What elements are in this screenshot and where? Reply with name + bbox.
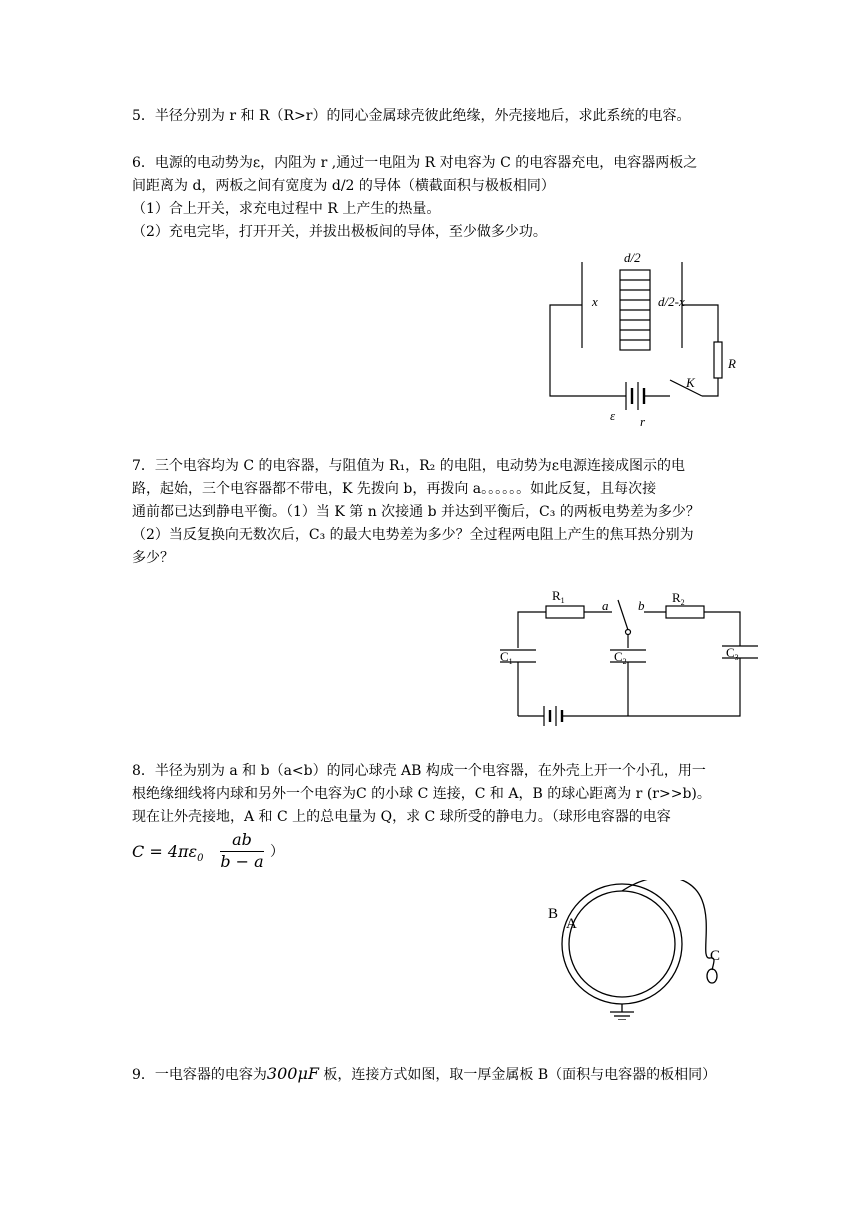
resistor-R2 (666, 606, 704, 618)
formula-denominator: b − a (220, 852, 264, 871)
problem-9-suffix: 板，连接方式如图，取一厚金属板 B（面积与电容器的板相同） (318, 1067, 717, 1083)
problem-8-line-1: 8．半径为别为 a 和 b（a<b）的同心球壳 AB 构成一个电容器，在外壳上开一个小孔，用一 (132, 763, 706, 779)
label-R1: $R_1$ (552, 588, 565, 605)
label-R2: $R_2$ (672, 590, 685, 607)
problem-7-line-5: 多少？ (132, 550, 174, 566)
label-d-half: d/2 (624, 250, 641, 265)
problem-9-line-1 (132, 1064, 716, 1085)
formula-numerator: ab (232, 830, 252, 849)
problem-6-line-2: 间距离为 d，两板之间有宽度为 d/2 的导体（横截面积与极板相同） (132, 178, 555, 194)
label-K: K (686, 375, 695, 390)
switch-pivot (626, 630, 631, 635)
small-sphere-C (707, 969, 717, 983)
problem-9-prefix: 9．一电容器的电容为 (132, 1067, 267, 1083)
problem-6-line-1: 6．电源的电动势为ε，内阻为 r ,通过一电阻为 R 对电容为 C 的电容器充电，电容器两板之 (132, 155, 698, 171)
figure-6-capacitor-circuit (540, 248, 750, 433)
label-x: x (592, 294, 598, 309)
label-B: B (548, 906, 559, 922)
label-b: b (638, 598, 645, 613)
problem-8-line-2: 根绝缘细线将内球和另外一个电容为C 的小球 C 连接，C 和 A，B 的球心距离为 r (r>>b)。 (132, 786, 711, 802)
resistor-R1 (546, 606, 584, 618)
figure-8-concentric-spheres (530, 880, 760, 1020)
label-a: a (602, 598, 609, 613)
switch-K (618, 600, 628, 630)
label-A: A (566, 916, 577, 932)
inner-sphere-A (569, 891, 675, 997)
problem-7-line-4: （2）当反复换向无数次后，C₃ 的最大电势差为多少？全过程两电阻上产生的焦耳热分别为 (132, 527, 694, 543)
problem-7-line-3: 通前都已达到静电平衡。（1）当 K 第 n 次接通 b 并达到平衡后，C₃ 的两板电势差为多少？ (132, 504, 700, 520)
label-R: R (728, 356, 736, 371)
label-C: C (710, 948, 721, 964)
label-d-half-minus-x: d/2-x (658, 294, 685, 309)
formula-lhs: $C = 4\pi\varepsilon_0$ (132, 842, 204, 865)
capacitance-value: 300μF (266, 1064, 319, 1083)
problem-6-line-3: （1）合上开关，求充电过程中 R 上产生的热量。 (132, 201, 441, 217)
formula-close: ） (270, 844, 284, 860)
problem-7-line-2: 路，起始，三个电容器都不带电，K 先拨向 b，再拨向 a。。。。。。如此反复，且每次接 (132, 481, 657, 497)
problem-7-line-1: 7．三个电容均为 C 的电容器，与阻值为 R₁，R₂ 的电阻，电动势为ε电源连接成图示的电 (132, 458, 685, 474)
problem-5-text: 5．半径分别为 r 和 R（R>r）的同心金属球壳彼此绝缘，外壳接地后，求此系统的电容。 (132, 108, 691, 124)
problem-8-line-3: 现在让外壳接地，A 和 C 上的总电量为 Q，求 C 球所受的静电力。（球形电容器的电容 (132, 809, 671, 825)
figure-7-three-capacitor-circuit (494, 586, 764, 726)
label-C2: $C_2$ (614, 649, 627, 666)
label-C1: $C_1$ (500, 649, 513, 666)
problem-6-line-4: （2）充电完毕，打开开关，并拔出极板间的导体，至少做多少功。 (132, 224, 547, 240)
resistor-R (714, 342, 722, 378)
outer-shell-B (562, 884, 682, 1004)
label-epsilon: ε (610, 408, 616, 423)
label-C3: $C_3$ (726, 645, 739, 662)
label-r: r (640, 414, 646, 429)
